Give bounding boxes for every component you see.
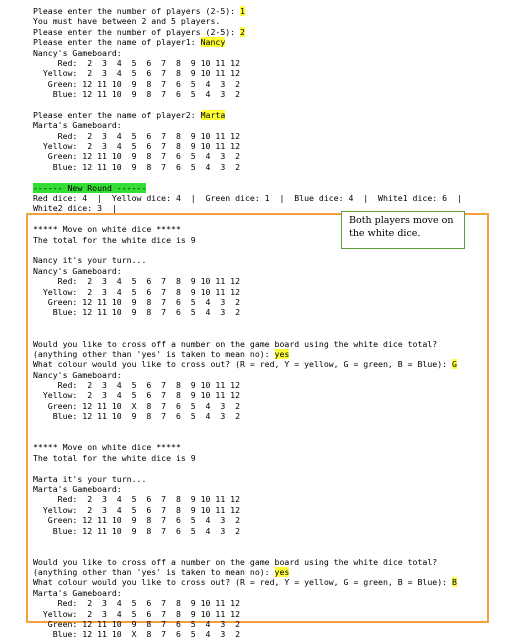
console-line: [33, 151, 493, 161]
console-line: [33, 359, 493, 369]
line-text: Blue: 12 11 10 X 8 7 6 5 4 3 2: [33, 629, 241, 640]
line-text: Green: 12 11 10 9 8 7 6 5 4 3 2: [33, 296, 241, 307]
user-input: yes: [274, 567, 290, 578]
line-text: Green: 12 11 10 9 8 7 6 5 4 3 2: [33, 619, 241, 630]
user-input: Nancy: [200, 37, 226, 48]
user-input: 1: [240, 6, 245, 16]
console-line: [33, 48, 493, 58]
console-line: [33, 27, 493, 37]
line-text: Green: 12 11 10 9 8 7 6 5 4 3 2: [33, 151, 241, 162]
console-line: [33, 557, 493, 567]
console-line: [33, 401, 493, 411]
blank-line: [33, 432, 493, 442]
line-text: ***** Move on white dice *****: [33, 224, 181, 235]
line-text: Red dice: 4 | Yellow dice: 4 | Green dice: 1 | Blue dice: 4 | White1 dice: 6 |: [33, 193, 462, 204]
blank-line: [33, 172, 493, 182]
console-line: [33, 110, 493, 120]
blank-line: [33, 318, 493, 328]
line-text: Yellow: 2 3 4 5 6 7 8 9 10 11 12: [33, 608, 241, 619]
white-dice-moves-section: [33, 214, 493, 640]
console-line: [33, 37, 493, 47]
console-line: [33, 89, 493, 99]
blank-line: [33, 536, 493, 546]
line-text: Would you like to cross off a number on the game board using the white dice total?: [33, 338, 438, 349]
line-text: Yellow: 2 3 4 5 6 7 8 9 10 11 12: [33, 68, 241, 79]
line-text: Yellow: 2 3 4 5 6 7 8 9 10 11 12: [33, 390, 241, 401]
line-text: The total for the white dice is 9: [33, 452, 196, 463]
console-line: [33, 526, 493, 536]
line-text: Blue: 12 11 10 9 8 7 6 5 4 3 2: [33, 161, 241, 172]
line-text: Please enter the name of player2:: [33, 109, 201, 120]
line-text: Please enter the number of players (2-5):: [33, 6, 241, 16]
user-input: G: [452, 359, 457, 370]
line-text: (anything other than 'yes' is taken to mean no):: [33, 567, 275, 578]
console-line: [33, 193, 493, 203]
line-text: Nancy's Gameboard:: [33, 47, 122, 58]
console-line: [33, 6, 493, 16]
console-line: [33, 588, 493, 598]
line-text: Blue: 12 11 10 9 8 7 6 5 4 3 2: [33, 89, 241, 100]
line-text: Nancy's Gameboard:: [33, 369, 122, 380]
new-round-banner: ------ New Round ------: [33, 182, 147, 193]
line-text: Red: 2 3 4 5 6 7 8 9 10 11 12: [33, 276, 241, 287]
console-line: [33, 515, 493, 525]
console-line: [33, 297, 493, 307]
line-text: Red: 2 3 4 5 6 7 8 9 10 11 12: [33, 130, 241, 141]
console-line: [33, 276, 493, 286]
console-line: [33, 484, 493, 494]
console-line: [33, 287, 493, 297]
line-text: Would you like to cross off a number on the game board using the white dice total?: [33, 556, 438, 567]
console-output: [33, 6, 493, 640]
line-text: (anything other than 'yes' is taken to mean no):: [33, 348, 275, 359]
console-line: [33, 307, 493, 317]
console-line: [33, 266, 493, 276]
line-text: Marta it's your turn...: [33, 473, 147, 484]
callout-text: Both players move on the white dice.: [349, 215, 454, 239]
console-line: [33, 494, 493, 504]
console-line: [33, 16, 493, 26]
line-text: Please enter the name of player1:: [33, 37, 201, 48]
line-text: White2 dice: 3 |: [33, 203, 117, 214]
console-line: [33, 68, 493, 78]
console-line: [33, 577, 493, 587]
line-text: Marta's Gameboard:: [33, 120, 122, 131]
console-line: [33, 79, 493, 89]
console-line: [33, 141, 493, 151]
line-text: Blue: 12 11 10 9 8 7 6 5 4 3 2: [33, 307, 241, 318]
user-input: Marta: [200, 109, 226, 120]
user-input: yes: [274, 348, 290, 359]
line-text: Nancy it's your turn...: [33, 255, 147, 266]
user-input: B: [452, 577, 457, 588]
line-text: Green: 12 11 10 X 8 7 6 5 4 3 2: [33, 400, 241, 411]
blank-line: [33, 546, 493, 556]
line-text: Blue: 12 11 10 9 8 7 6 5 4 3 2: [33, 411, 241, 422]
blank-line: [33, 463, 493, 473]
line-text: ***** Move on white dice *****: [33, 442, 181, 453]
blank-line: [33, 328, 493, 338]
line-text: What colour would you like to cross out? (R = red, Y = yellow, G = green, B = Blue):: [33, 577, 452, 588]
line-text: Green: 12 11 10 9 8 7 6 5 4 3 2: [33, 78, 241, 89]
line-text: Blue: 12 11 10 9 8 7 6 5 4 3 2: [33, 525, 241, 536]
console-line: [33, 505, 493, 515]
blank-line: [33, 100, 493, 110]
console-line: [33, 58, 493, 68]
console-line: [33, 411, 493, 421]
callout-note: [341, 211, 465, 249]
line-text: Nancy's Gameboard:: [33, 265, 122, 276]
line-text: Please enter the number of players (2-5):: [33, 26, 241, 37]
console-line: [33, 474, 493, 484]
console-line: [33, 380, 493, 390]
line-text: Red: 2 3 4 5 6 7 8 9 10 11 12: [33, 494, 241, 505]
line-text: Yellow: 2 3 4 5 6 7 8 9 10 11 12: [33, 141, 241, 152]
line-text: What colour would you like to cross out? (R = red, Y = yellow, G = green, B = Blue):: [33, 359, 452, 370]
console-line: [33, 120, 493, 130]
line-text: Red: 2 3 4 5 6 7 8 9 10 11 12: [33, 598, 241, 609]
console-line: [33, 598, 493, 608]
console-line: [33, 390, 493, 400]
line-text: Yellow: 2 3 4 5 6 7 8 9 10 11 12: [33, 504, 241, 515]
console-line: [33, 567, 493, 577]
blank-line: [33, 422, 493, 432]
line-text: Marta's Gameboard:: [33, 587, 122, 598]
console-line: [33, 619, 493, 629]
console-line: [33, 131, 493, 141]
console-line: [33, 442, 493, 452]
setup-section: [33, 6, 493, 214]
console-line: [33, 609, 493, 619]
line-text: You must have between 2 and 5 players.: [33, 16, 221, 27]
console-line: [33, 453, 493, 463]
console-line: [33, 370, 493, 380]
console-line: [33, 183, 493, 193]
console-line: [33, 162, 493, 172]
console-line: [33, 339, 493, 349]
console-line: [33, 255, 493, 265]
line-text: Marta's Gameboard:: [33, 483, 122, 494]
line-text: Green: 12 11 10 9 8 7 6 5 4 3 2: [33, 515, 241, 526]
line-text: The total for the white dice is 9: [33, 234, 196, 245]
line-text: Red: 2 3 4 5 6 7 8 9 10 11 12: [33, 380, 241, 391]
console-line: [33, 349, 493, 359]
line-text: Yellow: 2 3 4 5 6 7 8 9 10 11 12: [33, 286, 241, 297]
line-text: Red: 2 3 4 5 6 7 8 9 10 11 12: [33, 57, 241, 68]
user-input: 2: [240, 26, 245, 37]
